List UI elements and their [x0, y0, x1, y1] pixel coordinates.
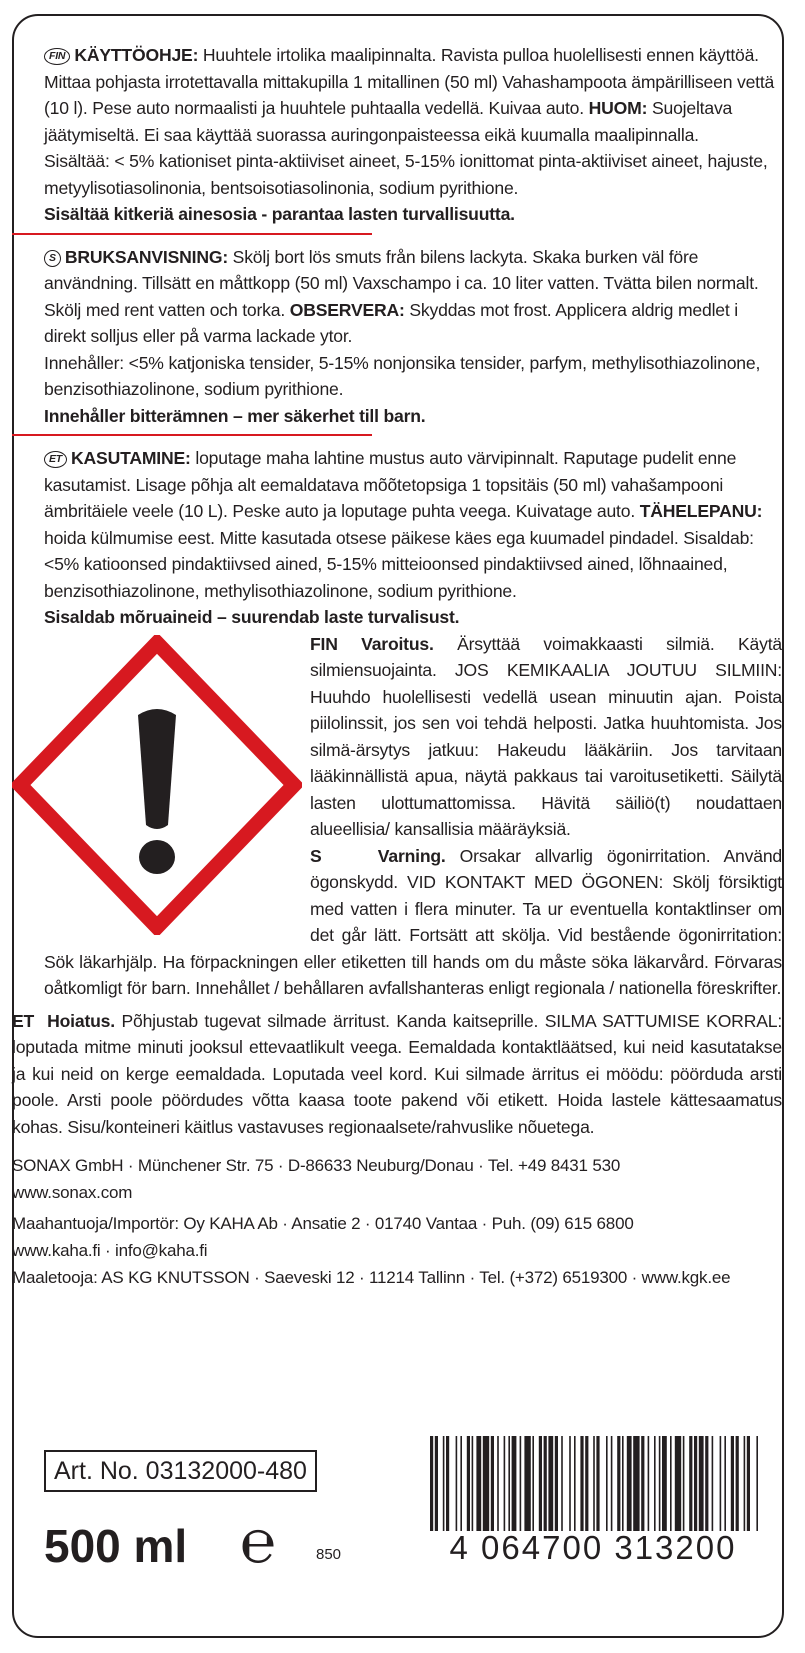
- red-divider-2: [12, 434, 372, 436]
- barcode-bar: [548, 1436, 553, 1531]
- est-warning-title: ET Hoiatus.: [12, 1010, 115, 1031]
- barcode-bar: [504, 1436, 506, 1531]
- barcode-bar: [641, 1436, 644, 1531]
- barcode-bar: [617, 1436, 620, 1531]
- hazard-warnings: [12, 631, 783, 1141]
- barcode-bar: [683, 1436, 685, 1531]
- barcode-bar: [659, 1436, 661, 1531]
- swe-language-badge: S: [44, 250, 61, 267]
- barcode-bar: [574, 1436, 576, 1531]
- exclamation-hazard-pictogram-icon: [12, 635, 302, 935]
- barcode-bar: [491, 1436, 494, 1531]
- barcode-icon: [430, 1436, 760, 1531]
- barcode-bar: [720, 1436, 722, 1531]
- importer-contact: www.kaha.fi · info@kaha.fi: [12, 1241, 208, 1260]
- importer-address: Maahantuoja/Importör: Oy KAHA Ab · Ansatie 2 · 01740 Vantaa · Puh. (09) 615 6800: [12, 1214, 634, 1233]
- barcode-bar: [580, 1436, 583, 1531]
- barcode-bar: [555, 1436, 558, 1531]
- barcode-bar: [736, 1436, 739, 1531]
- swe-text-2: Skyddas mot frost. Applicera aldrig medlet i direkt solljus eller på varma lackade ytor.: [44, 299, 738, 346]
- barcode-bar: [472, 1436, 474, 1531]
- barcode-bar: [633, 1436, 639, 1531]
- article-number: Art. No. 03132000-480: [54, 1457, 307, 1485]
- barcode-bar: [443, 1436, 445, 1531]
- estonian-importer: Maaletooja: AS KG KNUTSSON · Saeveski 12 · 11214 Tallinn · Tel. (+372) 6519300 · www.kgk.ee: [12, 1268, 731, 1287]
- est-language-badge: ET: [44, 451, 67, 468]
- est-text-1: loputage maha lahtine mustus auto värvipinnalt. Raputage pudelit enne kasutamist. Lisage põhja alt eemaldatava mõõtetopsiga 1 topsitäis (50 ml) vahašampooni ämbritäiele veele (10 L). Peske auto ja loputage puhta veega. Kuivatage auto.: [44, 448, 737, 521]
- est-text-2: hoida külmumise eest. Mitte kasutada otsese päikese käes ega kuumadel pindadel. Sisaldab: <5% katioonsed pindaktiivsed ained, 5-15% mitteioonsed pindaktiivsed ained, lõhnaained, benzisothiazolinone, methylisothiazolinone, sodium pyrithione.: [44, 527, 754, 601]
- barcode-bar: [712, 1436, 714, 1531]
- fin-text-2: Suojeltava jäätymiseltä. Ei saa käyttää suorassa auringonpaisteessa eikä kuumalla maalipinnalla.: [44, 98, 733, 145]
- fin-warning-title: FIN Varoitus.: [310, 633, 434, 654]
- barcode-bar: [508, 1436, 510, 1531]
- barcode-bar: [585, 1436, 588, 1531]
- barcode-bar: [627, 1436, 632, 1531]
- estimated-sign-icon: ℮: [240, 1508, 277, 1575]
- barcode-bar: [747, 1436, 750, 1531]
- fin-instructions: [44, 42, 782, 148]
- barcode-bar: [724, 1436, 726, 1531]
- est-instructions: [44, 445, 782, 604]
- est-warning-text: Põhjustab tugevat silmade ärritust. Kanda kaitseprille. SILMA SATTUMISE KORRAL: loputada mitme minuti jooksul ettevaatlikult veega. Eemaldada kontaktläätsed, kui neid kasutatakse ja kui neid on kerge eemaldada. Loputada veel kord. Kui silmade ärritus ei möödu: pöörduda arsti poole. Arsti poole pöördudes võtta kaasa toote pakend või etikett. Hoida lastele kättesaamatus kohas. Sisu/konteineri käitlus vastavuses regionaalsete/rahvuslike nõuetega.: [12, 1010, 783, 1137]
- fin-contents: Sisältää: < 5% kationiset pinta-aktiiviset aineet, 5-15% ionittomat pinta-aktiiviset aineet, hajuste, metyylisotiasolinonia, bentsoisotiasolinonia, sodium pyrithione.: [44, 151, 768, 198]
- barcode-bar: [467, 1436, 470, 1531]
- barcode-bar: [694, 1436, 697, 1531]
- barcode-number: 4 064700 313200: [449, 1529, 737, 1566]
- barcode-bar: [512, 1436, 517, 1531]
- fin-warning-text: Ärsyttää voimakkaasti silmiä. Käytä silmiensuojainta. JOS KEMIKAALIA JOUTUU SILMIIN: Huuhdo huolellisesti vedellä usean minuutin ajan. Poista piilolinssit, jos sen voi tehdä helposti. Jatka huuhtomista. Jos silmä-ärsytys jatkuu: Hakeudu lääkäriin. Jos tarvitaan lääkinnällistä apua, näytä pakkaus tai varoitusetiketti. Säilytä lasten ulottumattomissa. Hävitä säiliö(t) noudattaen alueellisia/ kansallisia määräyksiä.: [310, 633, 782, 839]
- barcode-bar: [569, 1436, 571, 1531]
- barcode-bar: [430, 1436, 433, 1531]
- barcode-bar: [689, 1436, 692, 1531]
- est-warning: [12, 1008, 782, 1141]
- barcode-bar: [744, 1436, 746, 1531]
- fin-title: KÄYTTÖOHJE:: [74, 45, 199, 65]
- label-content: [12, 42, 783, 1291]
- barcode-bar: [611, 1436, 613, 1531]
- barcode-bar: [435, 1436, 438, 1531]
- barcode-bar: [596, 1436, 599, 1531]
- barcode-bar: [654, 1436, 656, 1531]
- barcode-bar: [648, 1436, 650, 1531]
- barcode-bar: [524, 1436, 530, 1531]
- barcode-bar: [561, 1436, 563, 1531]
- barcode-bar: [544, 1436, 547, 1531]
- barcode-bar: [662, 1436, 667, 1531]
- manufacturer-address: SONAX GmbH · Münchener Str. 75 · D-86633 Neuburg/Donau · Tel. +49 8431 530: [12, 1156, 621, 1175]
- swe-bittering-note: Innehåller bitterämnen – mer säkerhet till barn.: [44, 405, 426, 426]
- barcode-bar: [593, 1436, 595, 1531]
- company-info: [12, 1152, 782, 1291]
- fin-bittering-note: Sisältää kitkeriä ainesosia - parantaa lasten turvallisuutta.: [44, 204, 515, 224]
- fin-language-badge: FIN: [44, 48, 70, 65]
- swe-contents: Innehåller: <5% katjoniska tensider, 5-15% nonjonsika tensider, parfym, methylisothiazolinone, benzisothiazolinone, sodium pyrithione.: [44, 352, 761, 399]
- swe-warning-text: Orsakar allvarlig ögonirritation. Använd ögonskydd. VID KONTAKT MED ÖGONEN: Skölj försiktigt med vatten i flera minuter. Ta ur eventuella kontaktlinser om det går lätt. Fortsätt att skölja. Vid bestående ögonirritation: Sök läkarhjälp. Ha förpackningen eller etiketten till hands om du måste söka läkarvård. Förvaras oåtkomligt för barn. Innehållet / behållaren avfallshanteras enligt regionala / nationella föreskrifter.: [44, 845, 782, 998]
- barcode-bar: [622, 1436, 624, 1531]
- barcode-bar: [476, 1436, 481, 1531]
- barcode-bar: [731, 1436, 734, 1531]
- est-title: KASUTAMINE:: [71, 448, 191, 468]
- fin-text-1: Huuhtele irtolika maalipinnalta. Ravista pulloa huolellisesti ennen käyttöä. Mittaa pohjasta irrotettavalla mittakupilla 1 mitallinen (50 ml) Vahashampoota ämpärilliseen vettä (10 l). Pese auto normaalisti ja huuhtele puhtaalla vedellä. Kuivaa auto.: [44, 45, 775, 118]
- barcode-bar: [460, 1436, 462, 1531]
- barcode-bar: [606, 1436, 608, 1531]
- product-code: 850: [316, 1546, 342, 1563]
- barcode-bar: [670, 1436, 672, 1531]
- barcode-bar: [705, 1436, 708, 1531]
- barcode-bar: [497, 1436, 499, 1531]
- swe-warning-title: S Varning.: [310, 845, 446, 866]
- article-number-box: [44, 1450, 317, 1492]
- barcode-bar: [483, 1436, 489, 1531]
- barcode-bar: [446, 1436, 449, 1531]
- barcode-bar: [539, 1436, 542, 1531]
- spacer: [44, 1140, 782, 1150]
- swe-title: BRUKSANVISNING:: [64, 246, 228, 267]
- est-bittering-note: Sisaldab mõruaineid – suurendab laste turvalisust.: [44, 607, 460, 627]
- barcode-bar: [699, 1436, 704, 1531]
- barcode-bar: [520, 1436, 522, 1531]
- manufacturer-website: www.sonax.com: [12, 1183, 133, 1202]
- fin-note-label: HUOM:: [588, 98, 648, 118]
- est-note-label: TÄHELEPANU:: [639, 501, 763, 521]
- barcode-bar: [532, 1436, 534, 1531]
- red-divider-1: [12, 233, 372, 235]
- volume: 500 ml: [44, 1520, 188, 1572]
- swe-note-label: OBSERVERA:: [289, 299, 405, 320]
- barcode-bar: [456, 1436, 458, 1531]
- swe-text-1: Skölj bort lös smuts från bilens lackyta. Skaka burken väl före användning. Tillsätt en måttkopp (50 ml) Vaxschampo i ca. 10 liter vatten. Tvätta bilen normalt. Skölj med rent vatten och torka.: [44, 246, 759, 320]
- barcode-bar: [756, 1436, 758, 1531]
- barcode-bar: [675, 1436, 681, 1531]
- swe-instructions: [44, 244, 782, 350]
